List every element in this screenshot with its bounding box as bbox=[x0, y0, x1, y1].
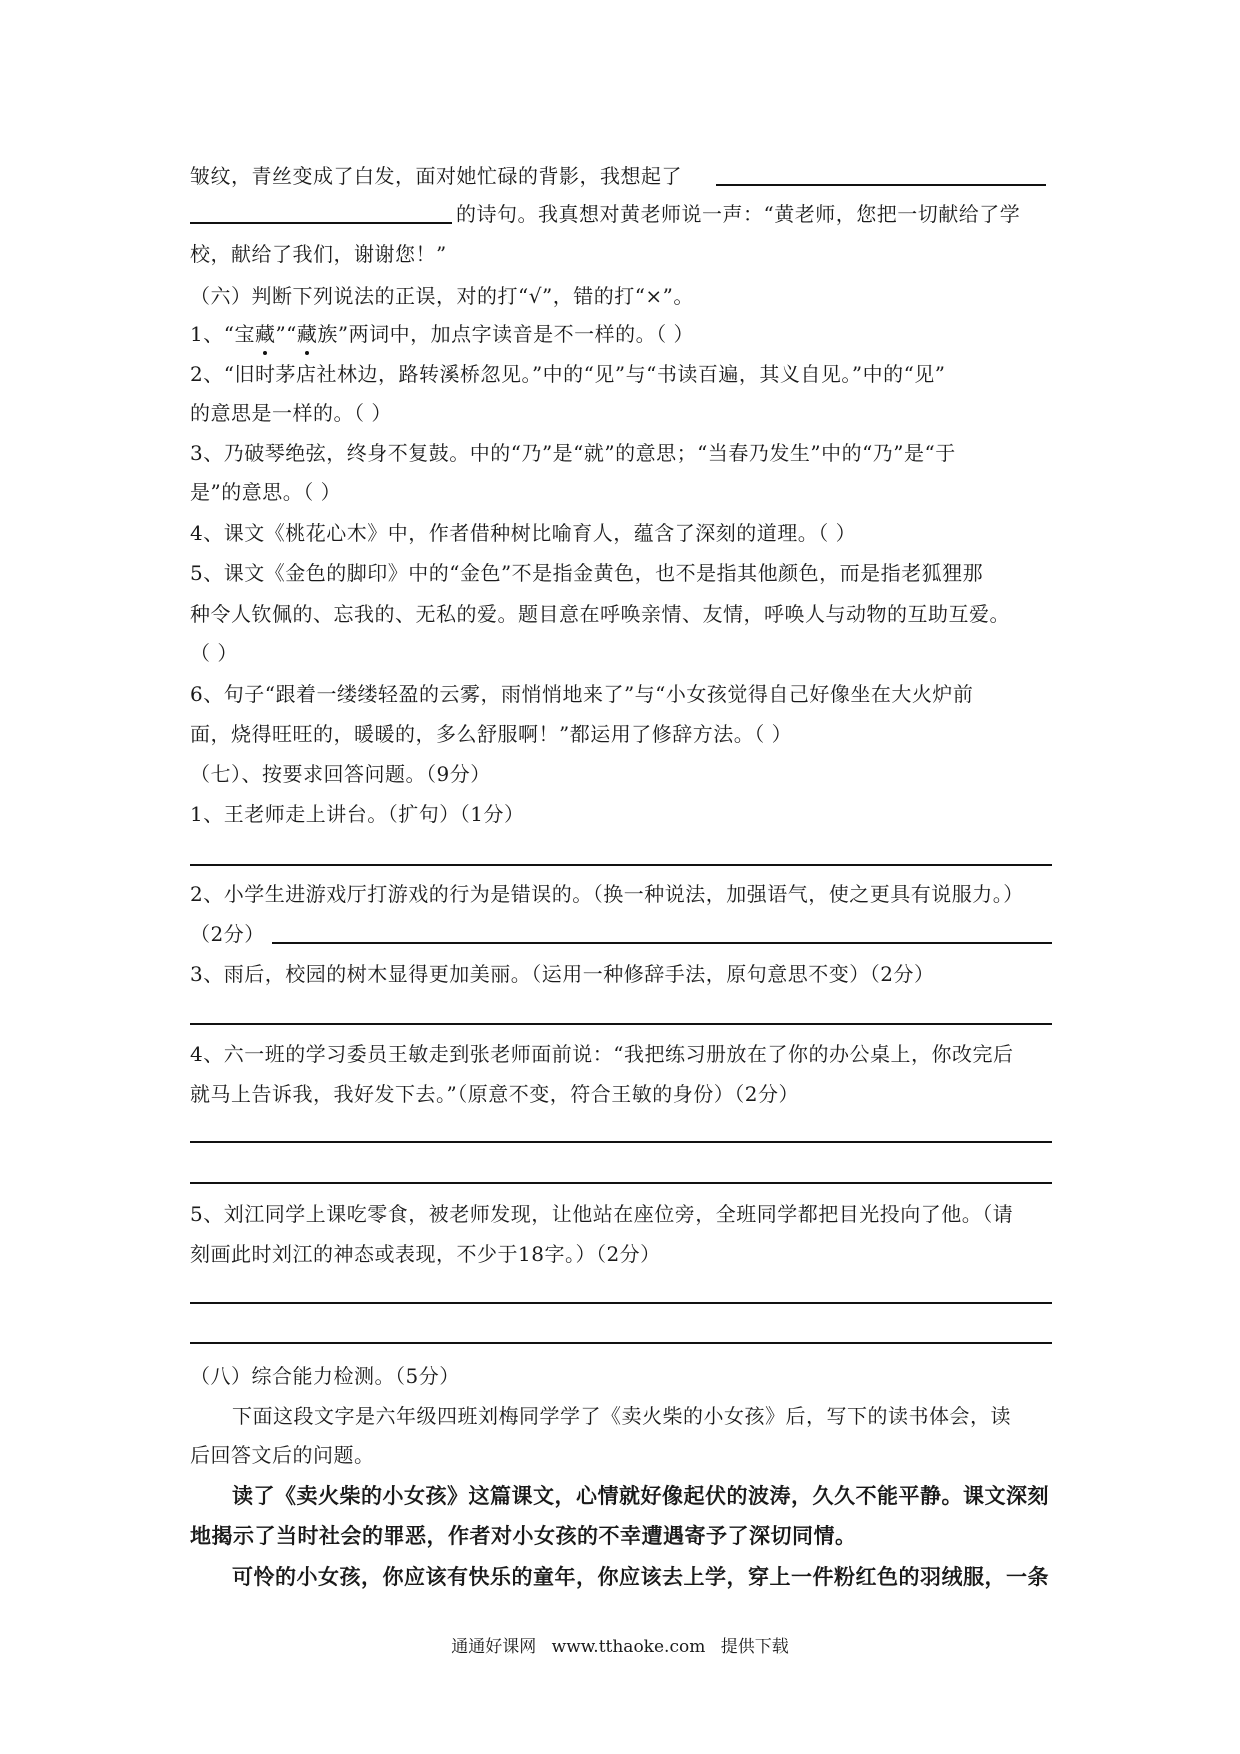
essay-line2: 地揭示了当时社会的罪恶，作者对小女孩的不幸遭遇寄予了深切同情。 bbox=[190, 1523, 857, 1548]
section7-q2-line1: 2、小学生进游戏厅打游戏的行为是错误的。（换一种说法，加强语气，使之更具有说服力。） bbox=[190, 882, 1024, 906]
footer-url[interactable]: www.tthaoke.com bbox=[551, 1637, 706, 1657]
section6-q2-line1: 2、“旧时茅店社林边，路转溪桥忽见。”中的“见”与“书读百遍，其义自见。”中的“见” bbox=[190, 362, 946, 386]
section6-q2-line2: 的意思是一样的。（ ） bbox=[190, 401, 392, 425]
footer-suffix: 提供下载 bbox=[720, 1637, 789, 1657]
answer-line[interactable] bbox=[190, 1141, 1052, 1143]
section6-q5-line3: （ ） bbox=[190, 641, 238, 665]
section6-q4: 4、课文《桃花心木》中，作者借种树比喻育人，蕴含了深刻的道理。（ ） bbox=[190, 521, 857, 545]
q1-part-c: 族”两词中，加点字读音是不一样的。（ ） bbox=[317, 322, 694, 346]
section6-q6-line1: 6、句子“跟着一缕缕轻盈的云雾，雨悄悄地来了”与“小女孩觉得自己好像坐在大火炉前 bbox=[190, 682, 974, 706]
section5-line3: 校，献给了我们，谢谢您！” bbox=[190, 242, 447, 266]
section7-q2-line2: （2分） bbox=[190, 922, 265, 946]
section6-q3-line1: 3、乃破琴绝弦，终身不复鼓。中的“乃”是“就”的意思；“当春乃发生”中的“乃”是“于 bbox=[190, 441, 956, 465]
essay-line1: 读了《卖火柴的小女孩》这篇课文，心情就好像起伏的波涛，久久不能平静。课文深刻 bbox=[232, 1483, 1049, 1508]
section6-q3-line2: 是”的意思。（ ） bbox=[190, 480, 342, 504]
section6-q5-line2: 种令人钦佩的、忘我的、无私的爱。题目意在呼唤亲情、友情，呼唤人与动物的互助互爱。 bbox=[190, 602, 1010, 626]
section7-q4-line2: 就马上告诉我，我好发下去。”（原意不变，符合王敏的身份）（2分） bbox=[190, 1082, 799, 1106]
section8-heading: （八）综合能力检测。（5分） bbox=[190, 1364, 460, 1388]
answer-blank[interactable] bbox=[716, 184, 1046, 186]
section6-q1 bbox=[190, 320, 1060, 348]
section8-intro-line1: 下面这段文字是六年级四班刘梅同学学了《卖火柴的小女孩》后，写下的读书体会，读 bbox=[232, 1404, 1011, 1428]
answer-line[interactable] bbox=[190, 1302, 1052, 1304]
section7-heading: （七）、按要求回答问题。（9分） bbox=[190, 762, 491, 786]
dotted-char: 藏 bbox=[296, 322, 318, 346]
section7-q1: 1、王老师走上讲台。（扩句）（1分） bbox=[190, 802, 525, 826]
page-footer bbox=[0, 1635, 1240, 1659]
section7-q3: 3、雨后，校园的树木显得更加美丽。（运用一种修辞手法，原句意思不变）（2分） bbox=[190, 962, 935, 986]
section6-q6-line2: 面，烧得旺旺的，暖暖的，多么舒服啊！”都运用了修辞方法。（ ） bbox=[190, 722, 793, 746]
answer-line[interactable] bbox=[190, 1342, 1052, 1344]
dotted-char: 藏 bbox=[254, 322, 276, 346]
q1-part-a: 1、“宝 bbox=[190, 322, 255, 346]
answer-line[interactable] bbox=[190, 1182, 1052, 1184]
section8-intro-line2: 后回答文后的问题。 bbox=[190, 1443, 375, 1467]
answer-line[interactable] bbox=[190, 864, 1052, 866]
footer-site-name: 通通好课网 bbox=[451, 1637, 537, 1657]
answer-blank[interactable] bbox=[190, 222, 452, 224]
section5-line2: 的诗句。我真想对黄老师说一声：“黄老师，您把一切献给了学 bbox=[456, 202, 1021, 226]
section6-q5-line1: 5、课文《金色的脚印》中的“金色”不是指金黄色，也不是指其他颜色，而是指老狐狸那 bbox=[190, 561, 984, 585]
q1-part-b: ”“ bbox=[275, 322, 297, 346]
section5-line1-text: 皱纹，青丝变成了白发，面对她忙碌的背影，我想起了 bbox=[190, 164, 682, 188]
section7-q4-line1: 4、六一班的学习委员王敏走到张老师面前说：“我把练习册放在了你的办公桌上，你改完后 bbox=[190, 1042, 1014, 1066]
essay-line3: 可怜的小女孩，你应该有快乐的童年，你应该去上学，穿上一件粉红色的羽绒服，一条 bbox=[232, 1564, 1049, 1589]
section7-q5-line1: 5、刘江同学上课吃零食，被老师发现，让他站在座位旁，全班同学都把目光投向了他。（请 bbox=[190, 1202, 1014, 1226]
answer-line[interactable] bbox=[272, 942, 1052, 944]
section6-heading: （六）判断下列说法的正误，对的打“√”，错的打“×”。 bbox=[190, 284, 694, 308]
answer-line[interactable] bbox=[190, 1023, 1052, 1025]
section7-q5-line2: 刻画此时刘江的神态或表现，不少于18字。）（2分） bbox=[190, 1242, 661, 1266]
